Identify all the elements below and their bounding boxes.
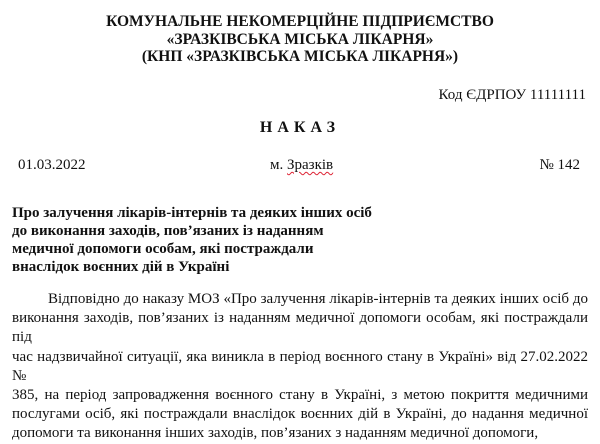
body-line: 385, на період запровадження воєнного стану в Україні, з метою покриття медичними — [12, 387, 588, 404]
body-line: виконання заходів, пов’язаних із наданням медичної допомоги особам, які постраждали під — [12, 310, 588, 346]
order-city — [270, 157, 333, 174]
subject-line: до виконання заходів, пов’язаних із наданням — [12, 223, 324, 239]
city-prefix: м. — [270, 157, 284, 173]
subject-line: внаслідок воєнних дій в Україні — [12, 259, 230, 275]
edrpou-code: Код ЄДРПОУ 11111111 — [438, 87, 586, 103]
body-line: час надзвичайної ситуації, яка виникла в період воєнного стану в Україні» від 27.02.2022 № — [12, 348, 588, 384]
org-name-line-2: «ЗРАЗКІВСЬКА МІСЬКА ЛІКАРНЯ» — [166, 30, 434, 48]
order-date: 01.03.2022 — [18, 157, 86, 173]
subject-line: медичної допомоги особам, які постраждали — [12, 241, 314, 257]
organization-header — [0, 13, 600, 66]
org-name-line-3: (КНП «ЗРАЗКІВСЬКА МІСЬКА ЛІКАРНЯ») — [141, 48, 459, 65]
order-body-text — [12, 290, 588, 444]
date-place-number-row — [0, 157, 600, 177]
body-line: допомоги та виконання інших заходів, пов’язаних з наданням медичної допомоги, — [12, 425, 539, 442]
org-name-line-1: КОМУНАЛЬНЕ НЕКОМЕРЦІЙНЕ ПІДПРИЄМСТВО — [106, 13, 494, 30]
body-line: послугами осіб, які постраждали внаслідок воєнних дій в Україні, до надання медичної — [12, 406, 588, 423]
subject-line: Про залучення лікарів-інтернів та деяких інших осіб — [12, 205, 372, 221]
order-subject — [12, 204, 372, 276]
body-line: Відповідно до наказу МОЗ «Про залучення лікарів-інтернів та деяких інших осіб до — [48, 291, 588, 307]
city-name-spellcheck[interactable]: Зразків — [287, 157, 334, 173]
document-type-title: НАКАЗ — [259, 119, 341, 136]
order-number: № 142 — [539, 157, 580, 173]
